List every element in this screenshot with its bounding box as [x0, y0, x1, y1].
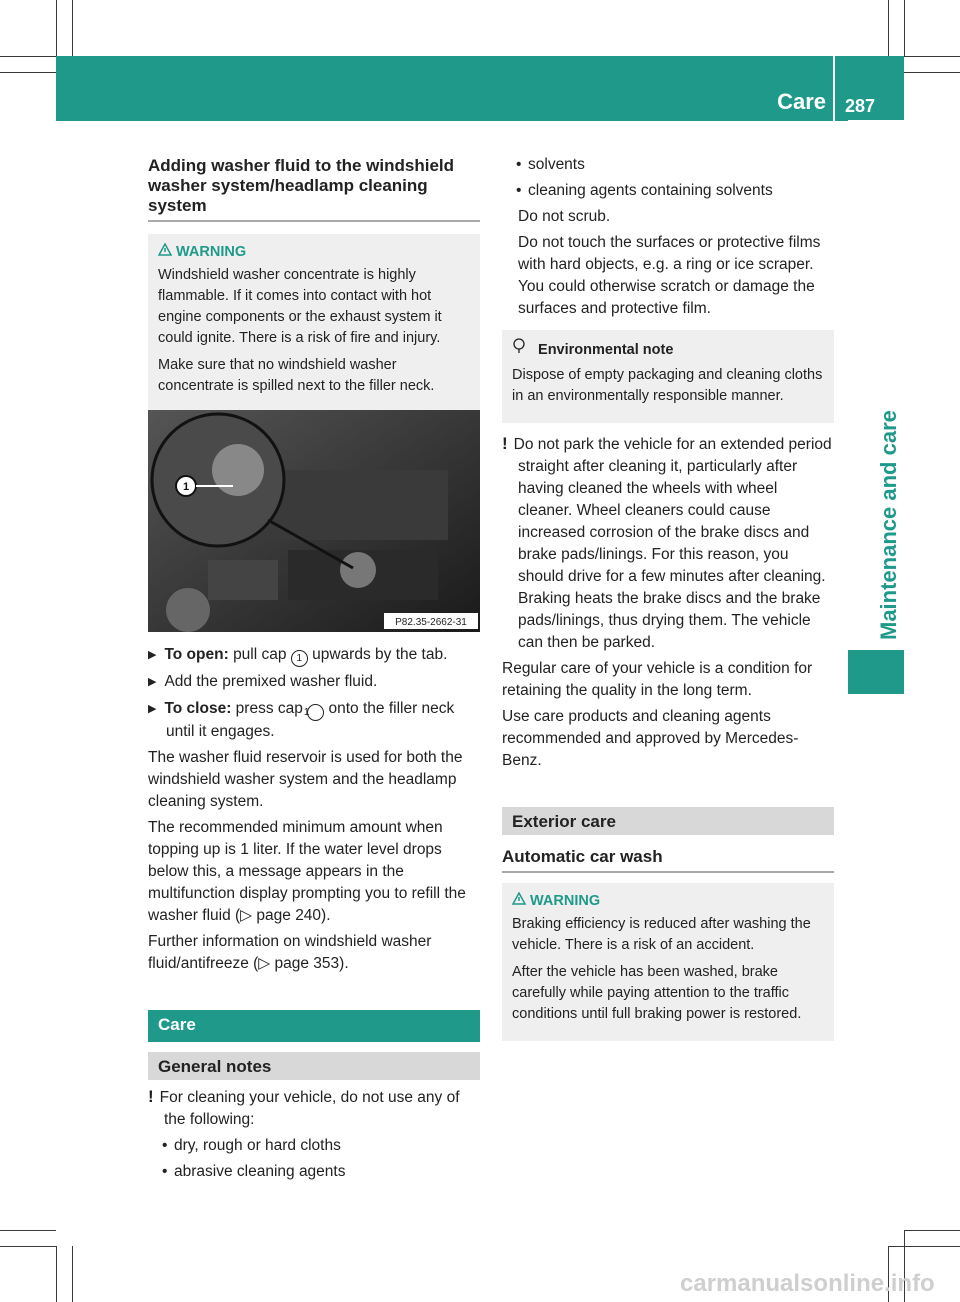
section-title: Adding washer fluid to the windshield washer system/headlamp cleaning system	[148, 156, 480, 222]
warning-text: Make sure that no windshield washer concentrate is spilled next to the filler neck.	[158, 357, 435, 394]
crop-mark	[0, 72, 56, 73]
crop-mark	[904, 56, 960, 57]
left-column-care	[148, 1010, 480, 1187]
crop-mark	[0, 1230, 56, 1231]
list-item: • solvents	[512, 154, 834, 176]
exterior-care-bar: Exterior care	[502, 807, 834, 835]
list-item: • cleaning agents containing solvents	[512, 180, 834, 202]
subsection-title: Automatic car wash	[502, 847, 834, 873]
warning-header	[512, 891, 824, 912]
warning-header	[158, 242, 470, 263]
warning-box	[148, 234, 480, 413]
crop-mark	[56, 1246, 57, 1302]
paragraph: The recommended minimum amount when topping up is 1 liter. If the water level drops below this, a message appears in the multifunction display prompting you to refill the washer fluid (▷ page 240).	[148, 819, 466, 924]
crop-mark	[56, 0, 57, 56]
page-number: 287	[845, 96, 876, 116]
side-tab-marker	[848, 650, 904, 694]
paragraph: Use care products and cleaning agents recommended and approved by Mercedes-Benz.	[502, 708, 799, 769]
left-column-lower	[148, 644, 480, 979]
paragraph: Further information on windshield washer fluid/antifreeze (▷ page 353).	[148, 933, 432, 972]
photo-code: P82.35-2662-31	[395, 617, 467, 628]
crop-mark	[72, 1246, 73, 1302]
paragraph: The washer fluid reservoir is used for both the windshield washer system and the headlamp cleaning system.	[148, 749, 463, 810]
crop-mark	[904, 72, 960, 73]
side-tab-label: Maintenance and care	[876, 410, 901, 640]
paragraph: Do not touch the surfaces or protective films with hard objects, e.g. a ring or ice scraper. You could otherwise scratch or damage the surfaces and protective film.	[518, 234, 821, 317]
right-column-exterior	[502, 807, 834, 1041]
header-title: Care	[777, 89, 826, 114]
notice: ! For cleaning your vehicle, do not use any of the following:	[148, 1087, 460, 1128]
warning-text: Braking efficiency is reduced after washing the vehicle. There is a risk of an accident.	[512, 916, 811, 953]
crop-mark	[904, 1230, 960, 1231]
warning-box	[502, 883, 834, 1041]
warning-text: After the vehicle has been washed, brake carefully while paying attention to the traffic conditions until full braking power is restored.	[512, 964, 802, 1022]
step-item: ▶ To open: pull cap 1 upwards by the tab.	[148, 644, 480, 667]
engine-bay-photo	[148, 410, 480, 632]
warning-triangle-icon	[512, 893, 530, 909]
crop-mark	[904, 0, 905, 56]
crop-mark	[888, 1246, 960, 1247]
environmental-note-box	[502, 330, 834, 423]
crop-mark	[0, 1246, 56, 1247]
paragraph: Do not scrub.	[518, 208, 611, 225]
paragraph: Regular care of your vehicle is a condition for retaining the quality in the long term.	[502, 660, 813, 699]
warning-triangle-icon	[158, 244, 176, 260]
warning-title: WARNING	[530, 893, 601, 909]
list-item: • dry, rough or hard cloths	[158, 1135, 480, 1157]
env-header	[512, 338, 824, 361]
lightbulb-icon	[512, 342, 530, 358]
crop-mark	[888, 0, 889, 56]
header-separator	[833, 56, 835, 121]
env-title: Environmental note	[538, 342, 674, 358]
step-item: ▶ Add the premixed washer fluid.	[148, 671, 480, 694]
step-item: ▶ To close: press cap 1 onto the filler neck until it engages.	[148, 698, 480, 743]
env-text: Dispose of empty packaging and cleaning cloths in an environmentally responsible manner.	[512, 367, 823, 404]
warning-text: Windshield washer concentrate is highly flammable. If it comes into contact with hot engine components or the exhaust system it could ignite. There is a risk of fire and injury.	[158, 267, 442, 346]
care-section-bar: Care	[148, 1010, 480, 1042]
crop-mark	[72, 0, 73, 56]
crop-mark	[0, 56, 56, 57]
list-item: • abrasive cleaning agents	[158, 1161, 480, 1183]
notice: ! Do not park the vehicle for an extended period straight after cleaning it, particularly after having cleaned the wheels with wheel cleaner. Wheel cleaners could cause increased corrosion of the brake discs and brake pads/linings. For this reason, you should drive for a few minutes after cleaning. Braking heats the brake discs and the brake pads/linings, thus drying them. The vehicle can then be parked.	[502, 434, 832, 651]
left-column	[148, 156, 480, 413]
warning-title: WARNING	[176, 244, 247, 260]
watermark: carmanualsonline.info	[680, 1270, 935, 1297]
right-column	[502, 154, 834, 776]
photo-callout: 1	[182, 481, 190, 493]
general-notes-bar: General notes	[148, 1052, 480, 1080]
